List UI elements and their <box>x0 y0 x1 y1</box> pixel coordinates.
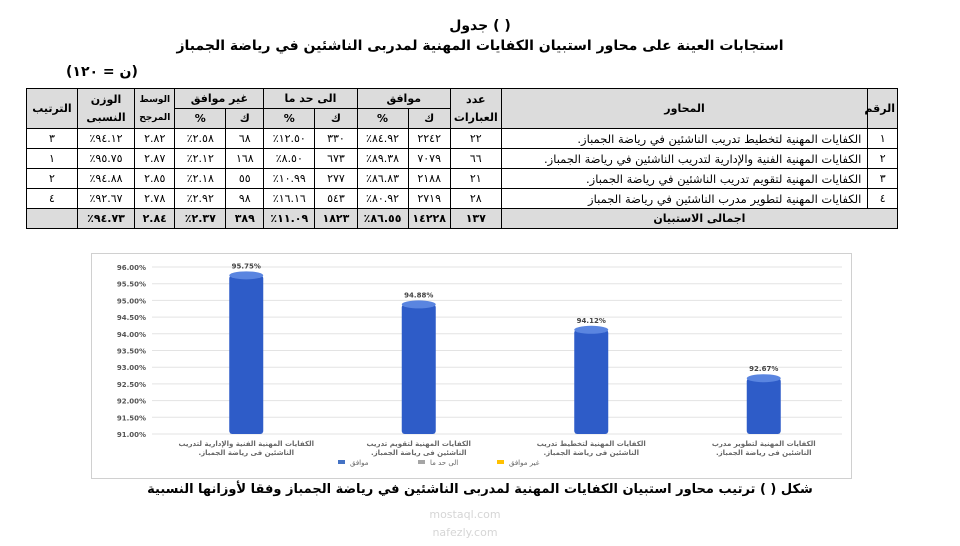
legend-label: موافق <box>350 459 369 467</box>
header-count: عدد العبارات <box>450 89 501 129</box>
total-agree-pct: ٨٦.٥٥٪ <box>357 209 408 229</box>
header-rank: الترتيب <box>27 89 78 129</box>
watermark-logo <box>400 496 530 544</box>
row-rank: ٢ <box>27 169 78 189</box>
total-dis-k: ٣٨٩ <box>226 209 264 229</box>
row-num: ٢ <box>868 149 898 169</box>
bar-top <box>229 271 263 279</box>
row-dis-k: ٩٨ <box>226 189 264 209</box>
row-some-k: ٢٧٧ <box>315 169 357 189</box>
row-agree-pct: ٨٠.٩٢٪ <box>357 189 408 209</box>
data-label: 94.88% <box>404 291 434 300</box>
table-row <box>27 169 898 189</box>
bar <box>229 275 263 434</box>
header-axes: المحاور <box>501 89 868 129</box>
row-mean: ٢.٧٨ <box>135 189 175 209</box>
header-agree-pct: % <box>357 109 408 129</box>
total-count: ١٣٧ <box>450 209 501 229</box>
row-dis-k: ٦٨ <box>226 129 264 149</box>
row-agree-k: ٧٠٧٩ <box>408 149 450 169</box>
header-dis-pct: % <box>175 109 226 129</box>
row-rank: ١ <box>27 149 78 169</box>
y-tick-label: 95.00% <box>116 297 146 306</box>
row-dis-pct: ٢.٩٢٪ <box>175 189 226 209</box>
y-tick-label: 92.00% <box>116 397 146 406</box>
row-dis-pct: ٢.١٢٪ <box>175 149 226 169</box>
total-weight: ٩٤.٧٣٪ <box>77 209 134 229</box>
legend-label: غير موافق <box>509 459 540 467</box>
data-label: 95.75% <box>231 262 261 271</box>
row-weight: ٩٢.٦٧٪ <box>77 189 134 209</box>
row-dis-pct: ٢.٥٨٪ <box>175 129 226 149</box>
total-rank <box>27 209 78 229</box>
row-some-k: ٣٣٠ <box>315 129 357 149</box>
row-rank: ٣ <box>27 129 78 149</box>
y-tick-label: 91.00% <box>116 431 146 439</box>
table-number: جدول ( ) <box>449 18 511 34</box>
row-count: ٢١ <box>450 169 501 189</box>
bar-chart <box>92 254 851 478</box>
header-dis-k: ك <box>226 109 264 129</box>
header-agree-k: ك <box>408 109 450 129</box>
header-agree: موافق <box>357 89 450 109</box>
results-table <box>26 88 898 229</box>
row-agree-k: ٢٢٤٢ <box>408 129 450 149</box>
row-some-pct: ١٢.٥٠٪ <box>264 129 315 149</box>
bar-top <box>747 374 781 382</box>
row-num: ٤ <box>868 189 898 209</box>
y-tick-label: 94.00% <box>116 330 146 339</box>
row-agree-pct: ٨٦.٨٣٪ <box>357 169 408 189</box>
table-row <box>27 149 898 169</box>
row-dis-k: ٥٥ <box>226 169 264 189</box>
row-mean: ٢.٨٥ <box>135 169 175 189</box>
row-axis: الكفايات المهنية الفنية والإدارية لتدريب الناشئين في رياضة الجمباز. <box>501 149 868 169</box>
category-label: الكفايات المهنية لتخطيط تدريب الناشئين فى رياضة الجمباز. <box>536 440 646 457</box>
total-some-k: ١٨٢٣ <box>315 209 357 229</box>
y-tick-label: 96.00% <box>116 264 146 272</box>
total-dis-pct: ٢.٣٧٪ <box>175 209 226 229</box>
bar-top <box>402 300 436 308</box>
row-mean: ٢.٨٢ <box>135 129 175 149</box>
row-count: ٢٢ <box>450 129 501 149</box>
row-count: ٦٦ <box>450 149 501 169</box>
row-count: ٢٨ <box>450 189 501 209</box>
row-some-k: ٦٧٣ <box>315 149 357 169</box>
header-mean: الوسط المرجح <box>135 89 175 129</box>
total-row <box>27 209 898 229</box>
row-agree-pct: ٨٩.٣٨٪ <box>357 149 408 169</box>
data-label: 92.67% <box>749 365 779 374</box>
total-some-pct: ١١.٠٩٪ <box>264 209 315 229</box>
header-num: الرقم <box>868 89 898 129</box>
row-dis-k: ١٦٨ <box>226 149 264 169</box>
row-some-pct: ١٠.٩٩٪ <box>264 169 315 189</box>
y-tick-label: 91.50% <box>116 414 146 423</box>
row-agree-k: ٢٧١٩ <box>408 189 450 209</box>
row-axis: الكفايات المهنية لتقويم تدريب الناشئين في رياضة الجمباز. <box>501 169 868 189</box>
y-tick-label: 92.50% <box>116 380 146 389</box>
figure-caption: شكل ( ) ترتيب محاور استبيان الكفايات المهنية لمدربى الناشئين في رياضة الجمباز وفقا لأوزانها النسبية <box>147 482 813 497</box>
header-some-k: ك <box>315 109 357 129</box>
y-tick-label: 93.50% <box>116 347 146 356</box>
watermark-line1: mostaql.com <box>429 508 501 521</box>
legend-swatch <box>497 460 504 464</box>
row-weight: ٩٥.٧٥٪ <box>77 149 134 169</box>
legend-label: الى حد ما <box>430 459 459 467</box>
total-label: اجمالى الاستبيان <box>501 209 897 229</box>
row-num: ٣ <box>868 169 898 189</box>
table-title: استجابات العينة على محاور استبيان الكفايات المهنية لمدربى الناشئين في رياضة الجمباز <box>176 38 784 54</box>
y-tick-label: 94.50% <box>116 314 146 323</box>
y-tick-label: 93.00% <box>116 364 146 373</box>
row-weight: ٩٤.٨٨٪ <box>77 169 134 189</box>
header-some-pct: % <box>264 109 315 129</box>
category-label: الكفايات المهنية لتقويم تدريب الناشئين فى رياضة الجمباز. <box>366 440 471 457</box>
table-row <box>27 189 898 209</box>
bar <box>574 330 608 434</box>
row-agree-pct: ٨٤.٩٢٪ <box>357 129 408 149</box>
total-mean: ٢.٨٤ <box>135 209 175 229</box>
row-axis: الكفايات المهنية لتطوير مدرب الناشئين في رياضة الجمباز <box>501 189 868 209</box>
header-somewhat: الى حد ما <box>264 89 357 109</box>
category-label: الكفايات المهنية لتطوير مدرب الناشئين فى رياضة الجمباز. <box>711 440 816 457</box>
sample-size: (ن = ١٢٠) <box>66 64 138 80</box>
y-tick-label: 95.50% <box>116 280 146 289</box>
row-axis: الكفايات المهنية لتخطيط تدريب الناشئين في رياضة الجمباز. <box>501 129 868 149</box>
row-mean: ٢.٨٧ <box>135 149 175 169</box>
bar-top <box>574 326 608 334</box>
chart-frame <box>91 253 852 479</box>
header-weight: الوزن النسبى <box>77 89 134 129</box>
legend-swatch <box>418 460 425 464</box>
bar <box>402 304 436 434</box>
category-label: الكفايات المهنية الفنية والإدارية لتدريب الناشئين فى رياضة الجمباز. <box>178 440 315 457</box>
total-agree-k: ١٤٢٢٨ <box>408 209 450 229</box>
header-disagree: غير موافق <box>175 89 264 109</box>
watermark-line2: nafezly.com <box>432 526 498 539</box>
row-some-k: ٥٤٣ <box>315 189 357 209</box>
row-some-pct: ٨.٥٠٪ <box>264 149 315 169</box>
table-row <box>27 129 898 149</box>
row-agree-k: ٢١٨٨ <box>408 169 450 189</box>
bar <box>747 378 781 434</box>
row-some-pct: ١٦.١٦٪ <box>264 189 315 209</box>
row-dis-pct: ٢.١٨٪ <box>175 169 226 189</box>
row-rank: ٤ <box>27 189 78 209</box>
row-num: ١ <box>868 129 898 149</box>
row-weight: ٩٤.١٢٪ <box>77 129 134 149</box>
data-label: 94.12% <box>576 316 606 325</box>
legend-swatch <box>338 460 345 464</box>
